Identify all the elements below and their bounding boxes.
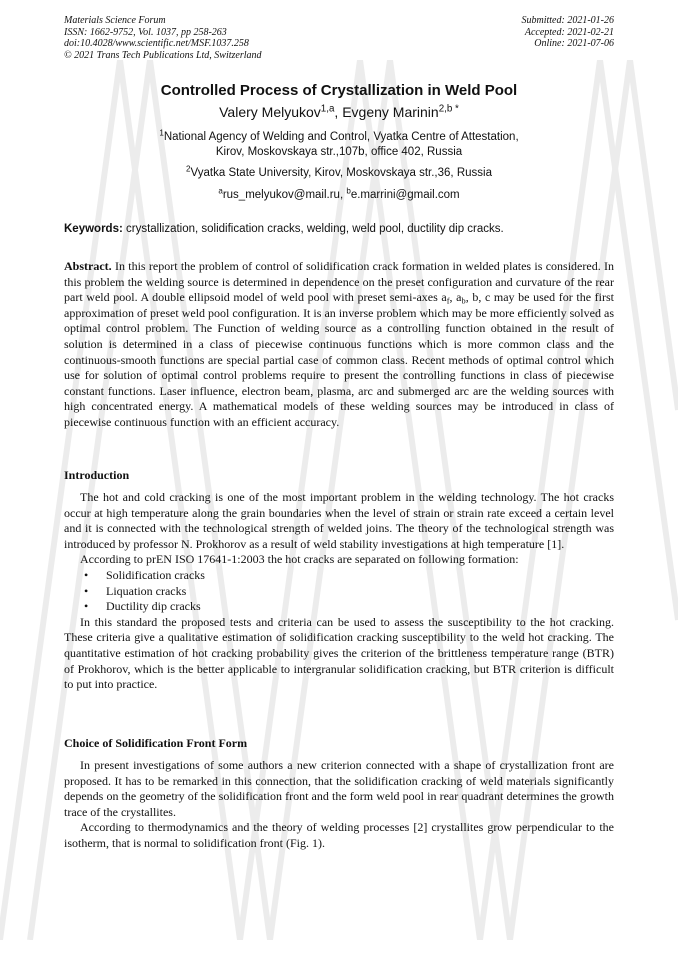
paragraph: According to thermodynamics and the theory of welding processes [2] crystallites grow perpendicular to the isotherm, that is normal to solidification front (Fig. 1). [64, 820, 614, 850]
affiliation-2 [0, 166, 678, 181]
author-emails [0, 188, 678, 203]
keywords [64, 223, 614, 235]
copyright: © 2021 Trans Tech Publications Ltd, Switzerland [64, 49, 262, 61]
hot-crack-types-list [64, 568, 614, 615]
journal-name: Materials Science Forum [64, 15, 166, 26]
journal-info [64, 15, 262, 61]
section-heading-introduction: Introduction [64, 468, 130, 482]
paragraph: According to prEN ISO 17641-1:2003 the hot cracks are separated on following formation: [80, 552, 519, 567]
email-superscript: b [346, 186, 351, 196]
keywords-text: crystallization, solidification cracks, welding, weld pool, ductility dip cracks. [122, 223, 504, 235]
issn: ISSN: 1662-9752, Vol. 1037, pp 258-263 [64, 26, 227, 38]
list-item: • Liquation cracks [106, 584, 614, 600]
list-item: • Solidification cracks [106, 568, 614, 584]
affiliation-text: Vyatka State University, Kirov, Moskovskaya str.,36, Russia [190, 167, 492, 179]
submitted-date: Submitted: 2021-01-26 [521, 15, 614, 26]
journal-header [64, 15, 614, 61]
affiliation-text: Kirov, Moskovskaya str.,107b, office 402, Russia [215, 145, 463, 158]
online-date: Online: 2021-07-06 [534, 38, 614, 49]
author-list [0, 104, 678, 120]
paper-title: Controlled Process of Crystallization in Weld Pool [160, 82, 518, 99]
author-separator: , [334, 104, 343, 120]
accepted-date: Accepted: 2021-02-21 [524, 26, 614, 38]
section-introduction [64, 490, 614, 693]
paragraph: In present investigations of some authors a new criterion connected with a shape of crystallization front are proposed. It has to be remarked in this connection, that the solidification cracking of weld materials significantly depends on the geometry of the solidification front and the form weld pool in rear quadrant determines the growth trace of the crystallites. [64, 758, 614, 819]
abstract-text: , b, c may be used for the first approximation of preset weld pool configuration. It is an inverse problem which may be more efficiently solved as optimal control problem. The Function of welding source as a controlling function obtained in the result of solution is determined in a class of piecewise continuous functions which is more common class and the continuous-smooth functions are special partial case of common class. Recent methods of optimal control which use for solution of optimal control problems require to present the controlling functions in class of piecewise constant functions. Laser influence, electron beam, plasma, arc and submerged arc are the welding sources with high concentrated energy. A mathematical models of these welding sources may be introduced in class of piecewise continuous function with an efficient accuracy. [64, 290, 614, 429]
email-link[interactable]: e.marrini@gmail.com [350, 189, 460, 201]
abstract-text: , a [449, 290, 462, 305]
author-superscript: 1,a [320, 103, 335, 115]
abstract [64, 259, 614, 431]
publication-dates [522, 15, 615, 50]
author-superscript: 2,b * [438, 103, 459, 115]
author-name: Evgeny Marinin [342, 104, 439, 120]
paragraph: In this standard the proposed tests and criteria can be used to assess the susceptibility to the hot cracking. These criteria give a qualitative estimation of solidification cracking susceptibility to the weld hot cracking. The quantitative estimation of hot cracking probability gives the criterion of the brittleness temperature range (BTR) of Prokhorov, which is the better applicable to intergranular solidification cracking, but BTR criterion is difficult to put into practice. [64, 614, 614, 692]
keywords-label: Keywords: [64, 223, 123, 235]
email-superscript: a [218, 186, 223, 196]
affiliation-number: 2 [186, 164, 191, 174]
affiliation-text: National Agency of Welding and Control, Vyatka Centre of Attestation, [163, 131, 519, 143]
affiliation-1 [0, 130, 678, 159]
author-name: Valery Melyukov [219, 104, 321, 120]
doi: doi:10.4028/www.scientific.net/MSF.1037.258 [64, 38, 249, 49]
email-link[interactable]: rus_melyukov@mail.ru, [222, 189, 347, 201]
affiliation-number: 1 [159, 128, 164, 138]
subscript: b [461, 296, 466, 306]
section-heading-choice: Choice of Solidification Front Form [64, 736, 248, 750]
subscript: f [446, 296, 450, 306]
paragraph: The hot and cold cracking is one of the most important problem in the welding technology. The hot cracks occur at high temperature along the grain boundaries when the level of strain or strain rate exceed a certain level and it is connected with the technological strength of welded joins. The theory of the technological strength was introduced by professor N. Prokhorov as a result of weld stability investigations at high temperature [1]. [64, 490, 614, 551]
abstract-label: Abstract. [64, 259, 112, 273]
abstract-text: In this report the problem of control of solidification crack formation in welded plates is considered. In this problem the welding source is determined in dependence on the preset configuration and curvature of the rear part weld pool. A double ellipsoid model of weld pool with preset semi-axes a [64, 259, 614, 305]
list-item: • Ductility dip cracks [106, 599, 614, 615]
section-choice [64, 758, 614, 852]
